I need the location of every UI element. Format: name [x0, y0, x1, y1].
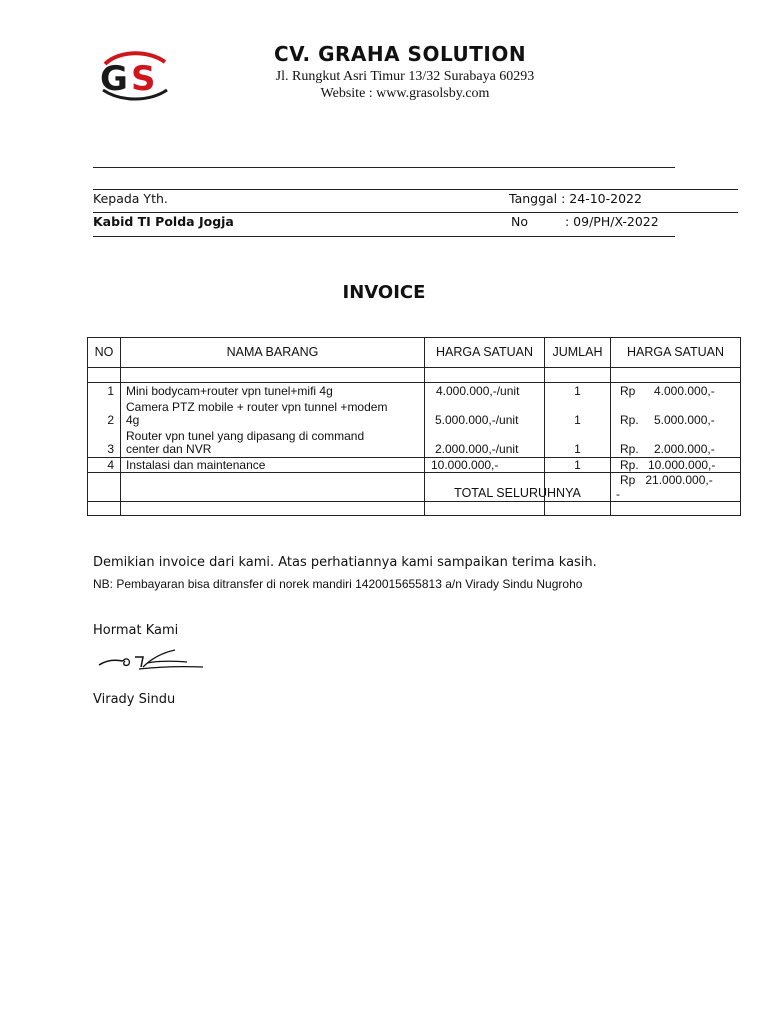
row-item-cont: center dan NVR: [126, 442, 212, 456]
invoice-date: Tanggal : 24-10-2022: [509, 191, 642, 206]
divider: [93, 236, 675, 237]
row-no: 4: [107, 458, 114, 472]
recipient-name: Kabid TI Polda Jogja: [93, 214, 234, 229]
divider: [93, 167, 675, 168]
row-unit-price: 2.000.000,-/unit: [435, 442, 519, 456]
company-name: CV. GRAHA SOLUTION: [273, 42, 527, 66]
row-qty: 1: [574, 458, 581, 472]
company-logo: [97, 50, 171, 102]
row-total: 2.000.000,-: [654, 442, 715, 456]
svg-text:G: G: [100, 59, 128, 99]
closing-text: Demikian invoice dari kami. Atas perhatiannya kami sampaikan terima kasih.: [93, 555, 597, 570]
signer-name: Virady Sindu: [93, 692, 176, 707]
company-address: Jl. Rungkut Asri Timur 13/32 Surabaya 60293: [275, 69, 535, 84]
row-unit-price: 4.000.000,-/unit: [436, 384, 520, 398]
row-item: Camera PTZ mobile + router vpn tunnel +modem: [126, 400, 388, 414]
header-no: NO: [94, 345, 114, 359]
company-website: Website : www.grasolsby.com: [320, 86, 490, 101]
header-total: HARGA SATUAN: [626, 345, 724, 359]
grand-total: Rp 21.000.000,-: [620, 473, 713, 487]
divider: [93, 212, 738, 213]
row-total: 5.000.000,-: [654, 413, 715, 427]
row-total: 4.000.000,-: [654, 384, 715, 398]
row-no: 3: [107, 442, 114, 456]
grand-total-cont: -: [616, 487, 620, 501]
total-label: TOTAL SELURUHNYA: [454, 486, 581, 500]
row-item: Instalasi dan maintenance: [126, 458, 266, 472]
row-item: Router vpn tunel yang dipasang di command: [126, 429, 365, 443]
invoice-title: INVOICE: [342, 282, 426, 303]
row-no: 1: [107, 384, 114, 398]
payment-note: NB: Pembayaran bisa ditransfer di norek mandiri 1420015655813 a/n Virady Sindu Nugroho: [93, 577, 583, 591]
invoice-number-label: No: [511, 214, 528, 229]
row-qty: 1: [574, 413, 581, 427]
divider: [93, 189, 738, 190]
row-item-cont: 4g: [126, 413, 140, 427]
regards: Hormat Kami: [93, 623, 179, 638]
row-no: 2: [107, 413, 114, 427]
row-item: Mini bodycam+router vpn tunel+mifi 4g: [126, 384, 333, 398]
row-currency: Rp: [620, 384, 636, 398]
row-qty: 1: [574, 442, 581, 456]
row-unit-price: 10.000.000,-: [431, 458, 499, 472]
row-qty: 1: [574, 384, 581, 398]
invoice-number: : 09/PH/X-2022: [565, 214, 659, 229]
header-unit-price: HARGA SATUAN: [435, 345, 533, 359]
recipient-label: Kepada Yth.: [93, 191, 168, 206]
header-qty: JUMLAH: [552, 345, 603, 359]
signature: [95, 645, 210, 675]
row-currency: Rp.: [620, 442, 639, 456]
svg-text:S: S: [131, 59, 156, 99]
row-total: 10.000.000,-: [648, 458, 716, 472]
header-item: NAMA BARANG: [226, 345, 319, 359]
row-currency: Rp.: [620, 458, 639, 472]
row-unit-price: 5.000.000,-/unit: [435, 413, 519, 427]
row-currency: Rp.: [620, 413, 639, 427]
